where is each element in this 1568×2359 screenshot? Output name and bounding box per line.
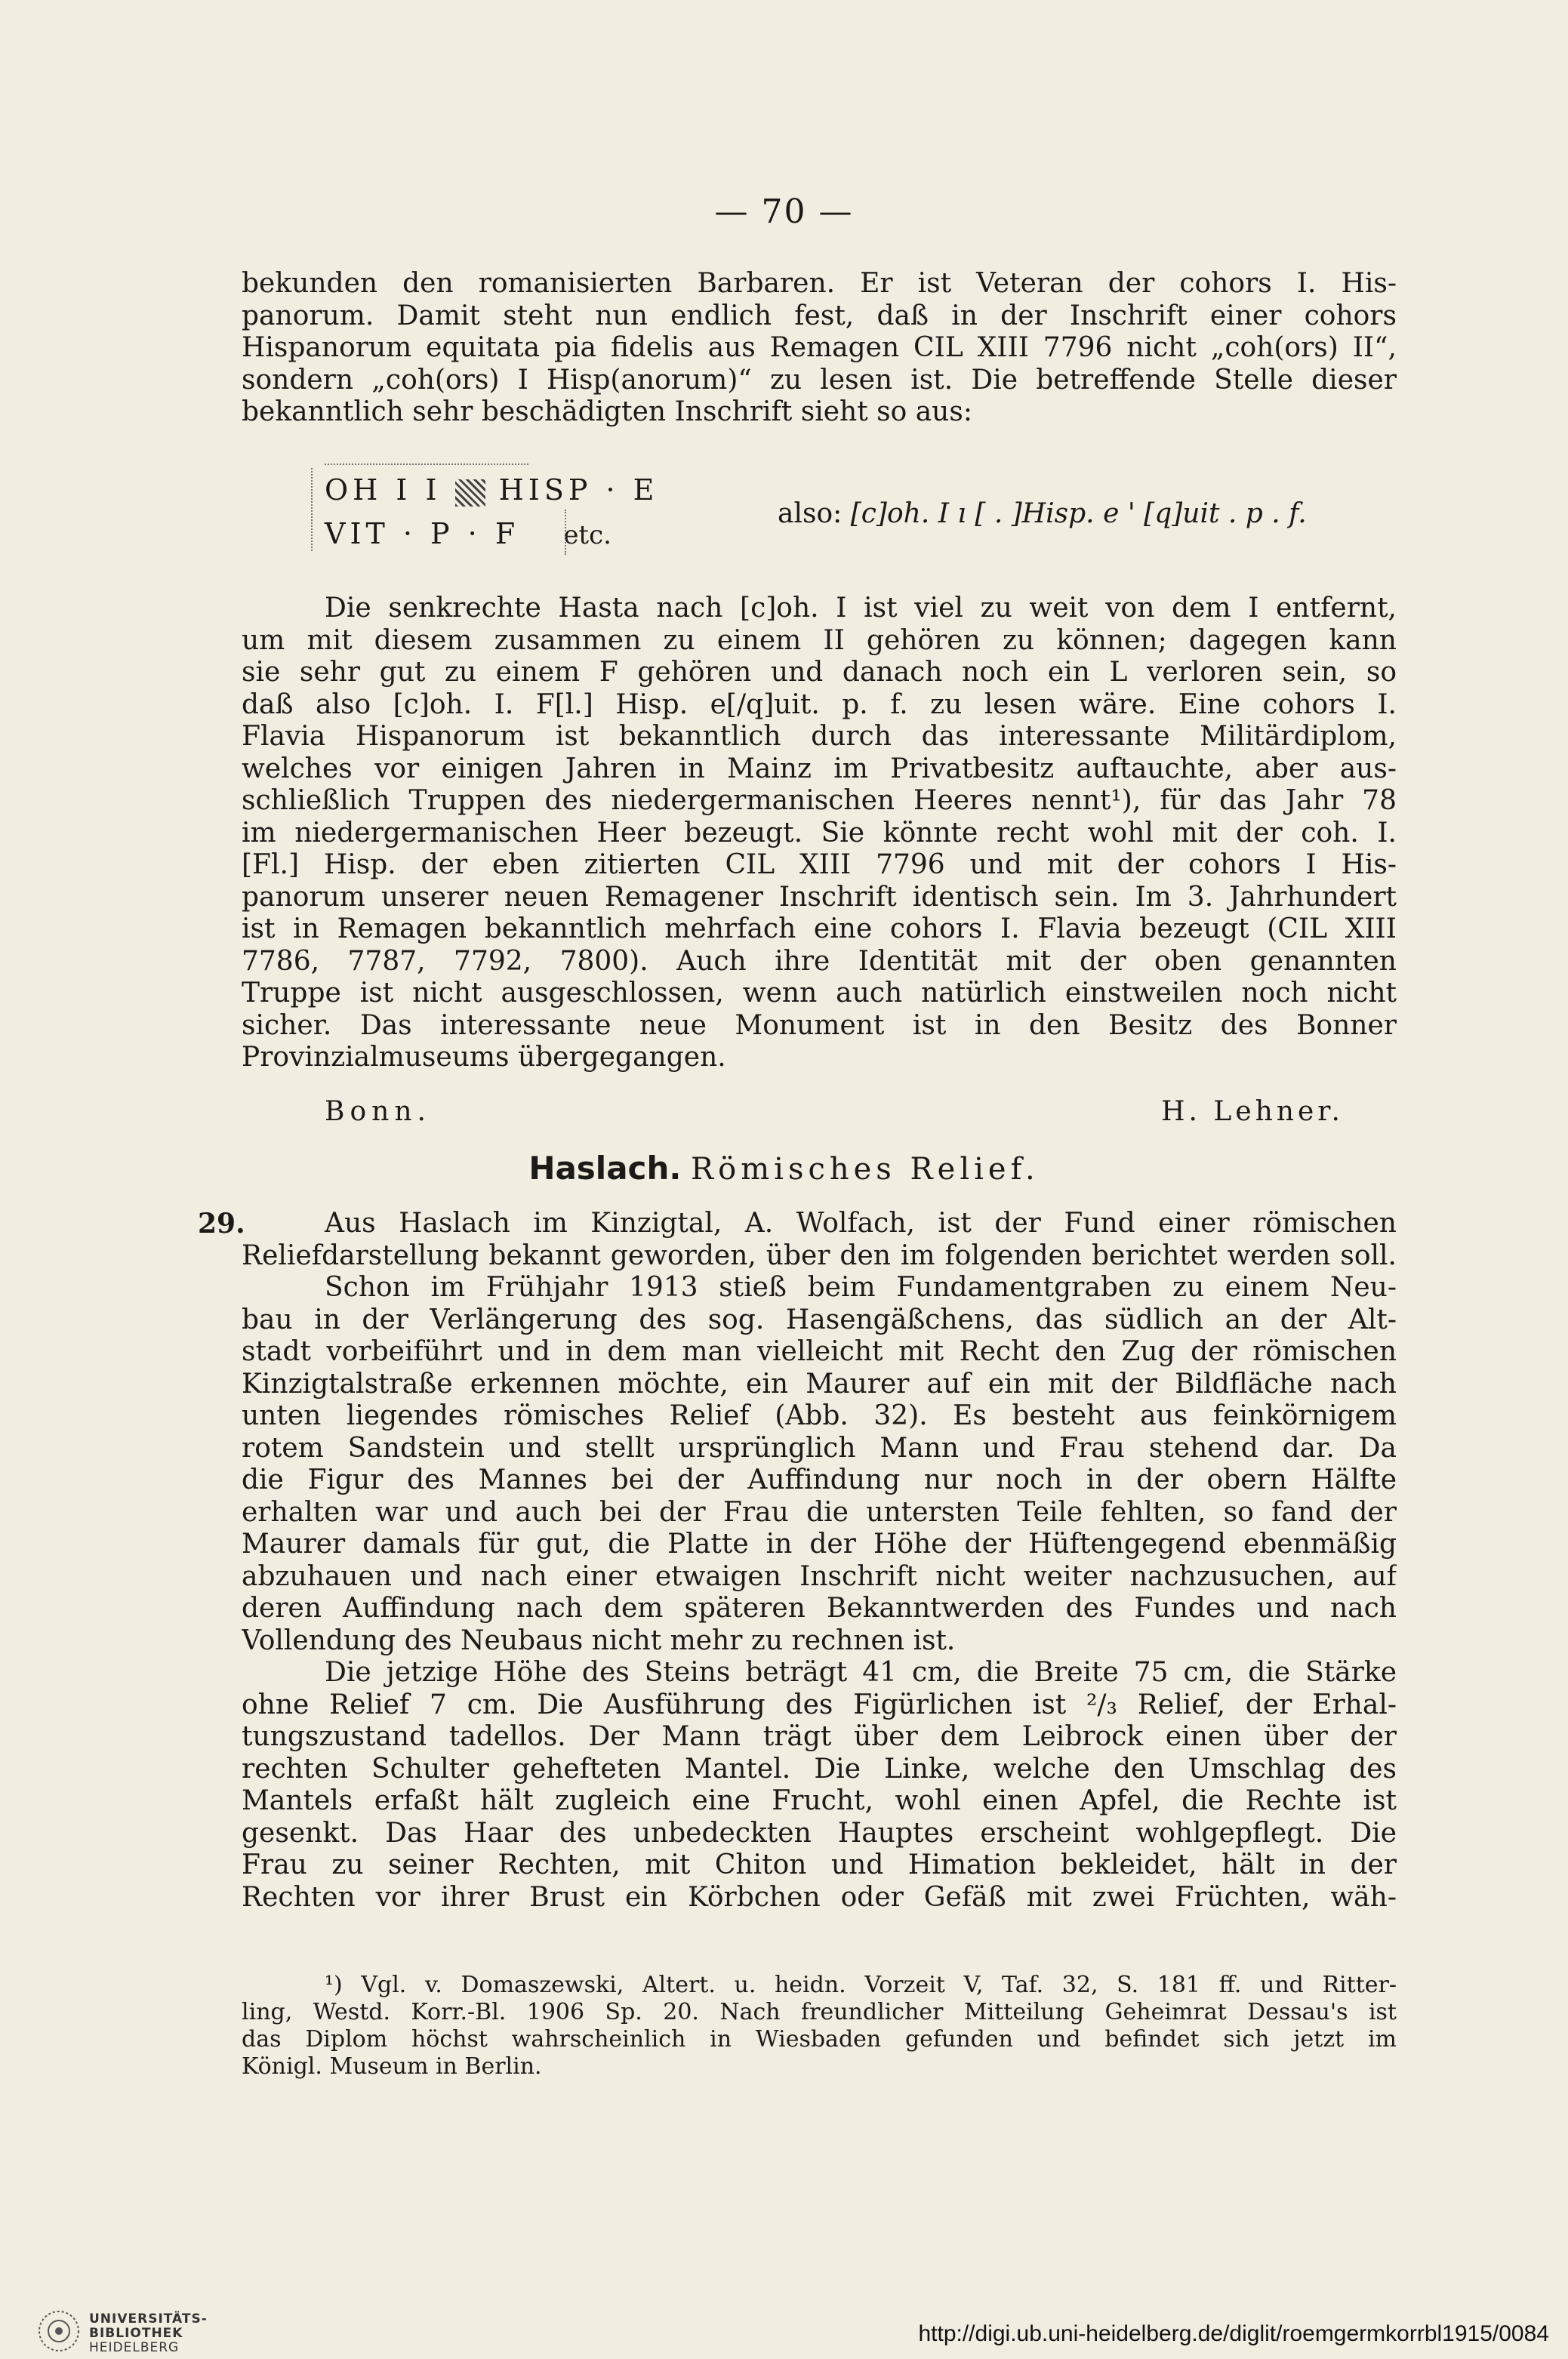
- text-line: welches vor einigen Jahren in Mainz im Privatbesitz auftauchte, aber aus-: [242, 753, 1397, 784]
- text-line: Reliefdarstellung bekannt geworden, über den im folgenden berichtet werden soll.: [242, 1240, 1397, 1271]
- footnote-line: Königl. Museum in Berlin.: [242, 2053, 542, 2080]
- text-line: 7786, 7787, 7792, 7800). Auch ihre Identität mit der oben genannten: [242, 945, 1397, 977]
- text-line: Frau zu seiner Rechten, mit Chiton und Himation bekleidet, hält in der: [242, 1849, 1397, 1880]
- library-name: [89, 2312, 208, 2355]
- text-line: Truppe ist nicht ausgeschlossen, wenn auch natürlich einstweilen noch nicht: [242, 978, 1397, 1009]
- text-line: gesenkt. Das Haar des unbedeckten Hauptes erscheint wohlgepflegt. Die: [242, 1817, 1397, 1849]
- footnote-line: das Diplom höchst wahrscheinlich in Wiesbaden gefunden und befindet sich jetzt im: [242, 2026, 1397, 2053]
- text-line: Kinzigtalstraße erkennen möchte, ein Maurer auf ein mit der Bildfläche nach: [242, 1368, 1397, 1400]
- inscription-line-1-right: HISP · E: [498, 473, 659, 507]
- inscription-right-break: [565, 510, 566, 555]
- inscription-left-break: [311, 468, 313, 551]
- footnote-line: ¹) Vgl. v. Domaszewski, Altert. u. heidn. Vorzeit V, Taf. 32, S. 181 ff. und Ritter-: [325, 1972, 1397, 1998]
- library-seal-icon: [38, 2310, 80, 2352]
- text-line: Vollendung des Neubaus nicht mehr zu rechnen ist.: [242, 1625, 956, 1656]
- section-heading: [0, 1147, 1568, 1190]
- text-line: abzuhauen und nach einer etwaigen Inschrift nicht weiter nachzusuchen, auf: [242, 1560, 1397, 1592]
- library-name-line: BIBLIOTHEK: [89, 2326, 183, 2341]
- text-line: bekanntlich sehr beschädigten Inschrift sieht so aus:: [242, 396, 972, 427]
- inscription-break-line: [325, 463, 528, 465]
- footnote-line: ling, Westd. Korr.-Bl. 1906 Sp. 20. Nach freundlicher Mitteilung Geheimrat Dessau's ist: [242, 1999, 1397, 2025]
- library-name-line: UNIVERSITÄTS-: [89, 2311, 208, 2327]
- inscription-sketch: [325, 468, 778, 557]
- signature-line: [325, 1096, 1397, 1128]
- text-line: Rechten vor ihrer Brust ein Körbchen oder Gefäß mit zwei Früchten, wäh-: [242, 1881, 1397, 1913]
- text-line: panorum unserer neuen Remagener Inschrift identisch sein. Im 3. Jahrhundert: [242, 881, 1397, 913]
- text-line: daß also [c]oh. I. F[l.] Hisp. e[/q]uit. p. f. zu lesen wäre. Eine cohors I.: [242, 688, 1397, 720]
- text-line: deren Auffindung nach dem späteren Bekanntwerden des Fundes und nach: [242, 1593, 1397, 1624]
- damaged-area-icon: [455, 479, 485, 507]
- text-line: tungszustand tadellos. Der Mann trägt über dem Leibrock einen über der: [242, 1721, 1397, 1752]
- inscription-line-1-left: OH I I: [325, 473, 442, 507]
- text-line: panorum. Damit steht nun endlich fest, daß in der Inschrift einer cohors: [242, 300, 1397, 331]
- source-url-link[interactable]: http://digi.ub.uni-heidelberg.de/diglit/roemgermkorrbl1915/0084: [918, 2321, 1549, 2346]
- text-line: die Figur des Mannes bei der Auffindung nur noch in der obern Hälfte: [242, 1464, 1397, 1495]
- text-line: bekunden den romanisierten Barbaren. Er ist Veteran der cohors I. His-: [242, 268, 1397, 299]
- text-line: schließlich Truppen des niedergermanischen Heeres nennt¹), für das Jahr 78: [242, 785, 1397, 816]
- inscription-line-2-left: VIT · P · F: [325, 517, 520, 550]
- text-line: Die jetzige Höhe des Steins beträgt 41 cm, die Breite 75 cm, die Stärke: [325, 1657, 1397, 1688]
- text-line: Maurer damals für gut, die Platte in der Höhe der Hüftengegend ebenmäßig: [242, 1529, 1397, 1560]
- digitization-footer: [0, 2272, 1568, 2359]
- text-line: ohne Relief 7 cm. Die Ausführung des Figürlichen ist ²/₃ Relief, der Erhal-: [242, 1689, 1397, 1720]
- text-line: stadt vorbeiführt und in dem man vielleicht mit Recht den Zug der römischen: [242, 1336, 1397, 1367]
- paragraph-1: [242, 268, 1397, 429]
- signature-place: Bonn.: [325, 1096, 431, 1127]
- inscription-line-1: [325, 468, 778, 512]
- text-line: [Fl.] Hisp. der eben zitierten CIL XIII 7796 und mit der cohors I His-: [242, 849, 1397, 880]
- footnote: [242, 1972, 1397, 2080]
- inscription-line-2-right: etc.: [563, 520, 611, 550]
- also-label: also:: [778, 498, 843, 529]
- text-line: erhalten war und auch bei der Frau die untersten Teile fehlten, so fand der: [242, 1496, 1397, 1528]
- text-line: Aus Haslach im Kinzigtal, A. Wolfach, ist der Fund einer römischen: [325, 1208, 1397, 1239]
- text-line: im niedergermanischen Heer bezeugt. Sie könnte recht wohl mit der coh. I.: [242, 817, 1397, 848]
- paragraph-2: [242, 593, 1397, 1074]
- text-line: um mit diesem zusammen zu einem II gehören zu können; dagegen kann: [242, 624, 1397, 656]
- text-line: Schon im Frühjahr 1913 stieß beim Fundamentgraben zu einem Neu-: [325, 1272, 1397, 1303]
- text-line: Provinzialmuseums übergegangen.: [242, 1042, 726, 1073]
- text-line: bau in der Verlängerung des sog. Hasengäßchens, das südlich an der Alt-: [242, 1304, 1397, 1335]
- section-number: 29.: [198, 1208, 245, 1240]
- also-reading: [c]oh. I ı [ . ]Hisp. e ' [q]uit . p . f.: [850, 498, 1307, 529]
- signature-author: H. Lehner.: [1161, 1096, 1344, 1127]
- text-line: rechten Schulter gehefteten Mantel. Die Linke, welche den Umschlag des: [242, 1753, 1397, 1785]
- text-line: unten liegendes römisches Relief (Abb. 32). Es besteht aus feinkörnigem: [242, 1400, 1397, 1431]
- text-line: sie sehr gut zu einem F gehören und danach noch ein L verloren sein, so: [242, 657, 1397, 688]
- text-line: Die senkrechte Hasta nach [c]oh. I ist viel zu weit von dem I entfernt,: [325, 593, 1397, 624]
- library-name-line: HEIDELBERG: [89, 2340, 180, 2355]
- heading-subject: Römisches Relief.: [691, 1152, 1040, 1187]
- inscription-line-2: [325, 512, 778, 557]
- heading-place: Haslach.: [528, 1150, 682, 1187]
- paragraph-3: [242, 1208, 1397, 1914]
- text-line: sondern „coh(ors) I Hisp(anorum)“ zu lesen ist. Die betreffende Stelle dieser: [242, 364, 1397, 396]
- text-line: ist in Remagen bekanntlich mehrfach eine cohors I. Flavia bezeugt (CIL XIII: [242, 913, 1397, 944]
- text-line: rotem Sandstein und stellt ursprünglich Mann und Frau stehend dar. Da: [242, 1432, 1397, 1464]
- page-number: — 70 —: [714, 192, 854, 231]
- text-line: Flavia Hispanorum ist bekanntlich durch das interessante Militärdiplom,: [242, 721, 1397, 752]
- text-line: Hispanorum equitata pia fidelis aus Remagen CIL XIII 7796 nicht „coh(ors) II“,: [242, 332, 1397, 363]
- text-line: Mantels erfaßt hält zugleich eine Frucht, wohl einen Apfel, die Rechte ist: [242, 1785, 1397, 1816]
- inscription-reading: [778, 498, 1307, 529]
- text-line: sicher. Das interessante neue Monument ist in den Besitz des Bonner: [242, 1009, 1397, 1041]
